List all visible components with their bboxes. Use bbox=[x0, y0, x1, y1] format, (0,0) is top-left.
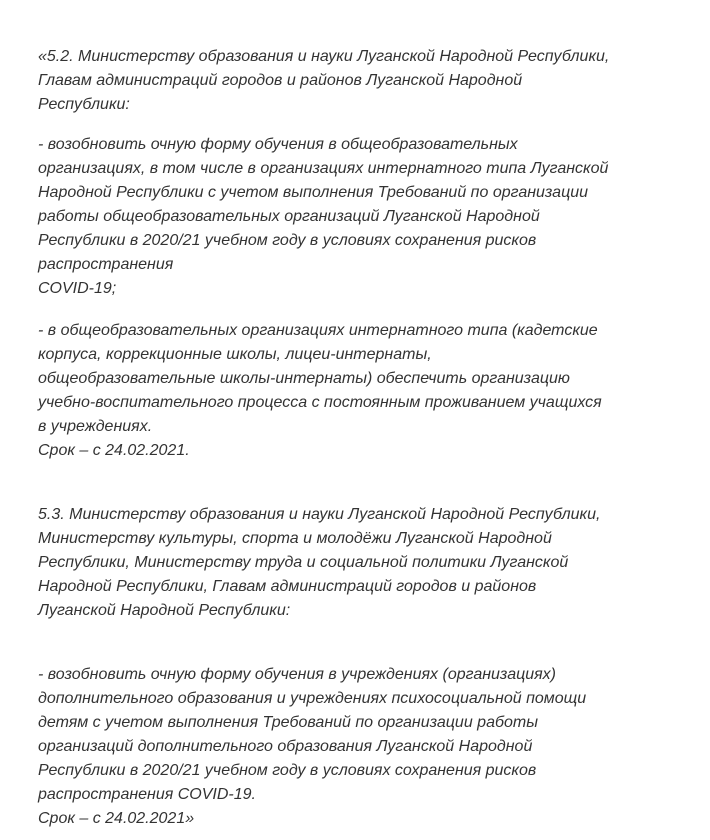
text-line: Республики: bbox=[38, 96, 130, 113]
deadline-text: Срок – с 24.02.2021. bbox=[38, 442, 190, 459]
deadline-text: Срок – с 24.02.2021» bbox=[38, 810, 195, 827]
text-line: дополнительного образования и учреждениях психосоциальной помощи bbox=[38, 690, 587, 707]
text-line: распространения bbox=[38, 256, 174, 273]
text-line: распространения COVID-19. bbox=[38, 786, 256, 803]
text-line: организациях, в том числе в организациях интернатного типа Луганской bbox=[38, 160, 609, 177]
section-5-3-heading bbox=[38, 503, 704, 623]
text-line: Республики в 2020/21 учебном году в условиях сохранения рисков bbox=[38, 232, 537, 249]
text-line: детям с учетом выполнения Требований по организации работы bbox=[38, 714, 538, 731]
section-5-3-item-1 bbox=[38, 663, 704, 831]
text-line: организаций дополнительного образования Луганской Народной bbox=[38, 738, 533, 755]
text-line: общеобразовательные школы-интернаты) обеспечить организацию bbox=[38, 370, 570, 387]
text-line: - возобновить очную форму обучения в общеобразовательных bbox=[38, 136, 518, 153]
text-line: Луганской Народной Республики: bbox=[38, 602, 291, 619]
text-line: корпуса, коррекционные школы, лицеи-интернаты, bbox=[38, 346, 432, 363]
text-line: COVID-19; bbox=[38, 280, 117, 297]
text-line: работы общеобразовательных организаций Луганской Народной bbox=[38, 208, 540, 225]
text-line: «5.2. Министерству образования и науки Луганской Народной Республики, bbox=[38, 48, 610, 65]
section-5-2-item-2 bbox=[38, 319, 704, 463]
text-line: Министерству культуры, спорта и молодёжи Луганской Народной bbox=[38, 530, 552, 547]
text-line: Республики в 2020/21 учебном году в условиях сохранения рисков bbox=[38, 762, 537, 779]
text-line: Народной Республики, Главам администраций городов и районов bbox=[38, 578, 537, 595]
text-line: учебно-воспитательного процесса с постоянным проживанием учащихся bbox=[38, 394, 602, 411]
text-line: в учреждениях. bbox=[38, 418, 153, 435]
section-5-2-item-1 bbox=[38, 133, 704, 301]
text-line: - в общеобразовательных организациях интернатного типа (кадетские bbox=[38, 322, 598, 339]
document-body bbox=[38, 45, 704, 831]
text-line: Народной Республики с учетом выполнения Требований по организации bbox=[38, 184, 589, 201]
text-line: 5.3. Министерству образования и науки Луганской Народной Республики, bbox=[38, 506, 601, 523]
section-5-2-heading bbox=[38, 45, 704, 117]
text-line: - возобновить очную форму обучения в учреждениях (организациях) bbox=[38, 666, 557, 683]
text-line: Главам администраций городов и районов Луганской Народной bbox=[38, 72, 523, 89]
text-line: Республики, Министерству труда и социальной политики Луганской bbox=[38, 554, 569, 571]
